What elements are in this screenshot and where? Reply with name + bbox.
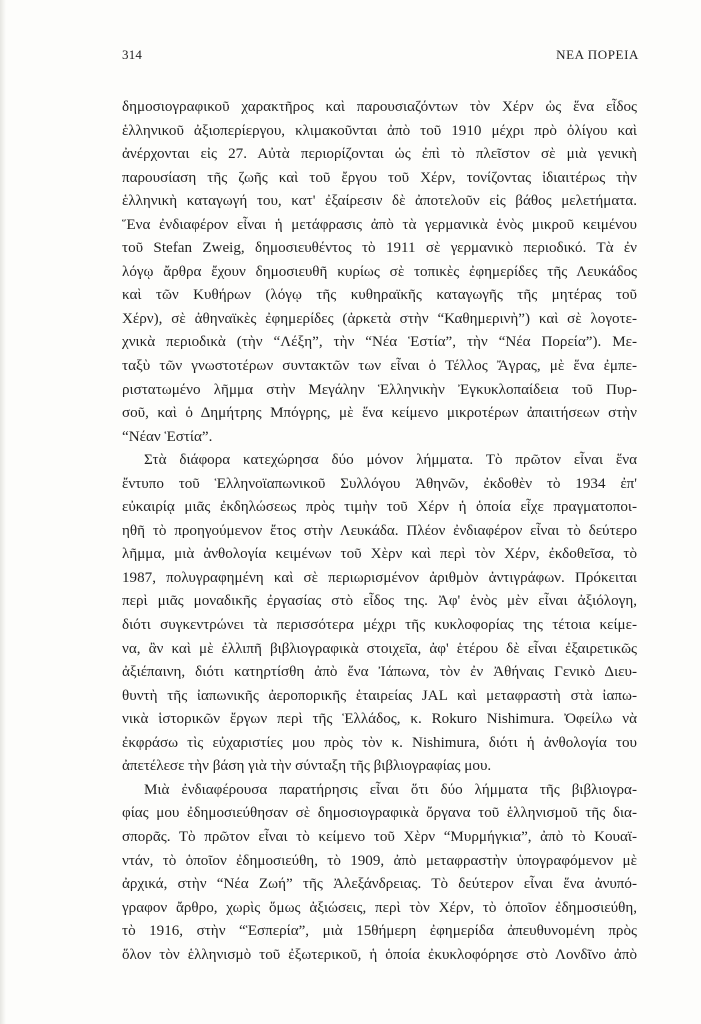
text-line: διότι συγκεντρώνει τὰ περισσότερα μέχρι τῆς κυκλοφορίας της τέτοια κείμε-	[122, 617, 637, 634]
text-line: γραφον ἄρθρο, χωρὶς ὅμως ἀξιώσεις, περὶ τὸν Χέρν, τὸ ὁποῖον ἐδημοσιεύθη,	[122, 899, 637, 916]
text-line: ἐκφράσω τὶς εὐχαριστίες μου πρὸς τὸν κ. Nishimura, διότι ἡ ἀνθολογία του	[122, 734, 637, 751]
text-line: ἑλληνικοῦ ἀξιοπερίεργου, κλιμακοῦνται ἀπὸ τοῦ 1910 μέχρι πρὸ ὀλίγου καὶ	[122, 122, 637, 139]
text-line: ἔντυπο τοῦ Ἑλληνοϊαπωνικοῦ Συλλόγου Ἀθηνῶν, ἐκδοθὲν τὸ 1934 ἐπ'	[122, 475, 637, 492]
text-line: ἑλληνικὴ καταγωγή του, κατ' ἐξαίρεσιν δὲ ἀποτελοῦν εἰς βάθος μελετήματα.	[122, 193, 637, 210]
text-line: δημοσιογραφικοῦ χαρακτῆρος καὶ παρουσιαζόντων τὸν Χέρν ὡς ἕνα εἶδος	[122, 99, 637, 115]
paragraph-3	[122, 779, 637, 967]
text-line: ἀπετέλεσε τὴν βάση γιὰ τὴν σύνταξη τῆς βιβλιογραφίας μου.	[122, 758, 492, 775]
text-line: σοῦ, καὶ ὁ Δημήτρης Μπόγρης, μὲ ἕνα κείμενο μικροτέρων ἀπαιτήσεων στὴν	[122, 405, 637, 422]
text-line: εὐκαιρίᾳ μιᾶς ἐκδηλώσεως πρὸς τιμὴν τοῦ Χέρν ἡ ὁποία εἶχε πραγματοποι-	[122, 499, 637, 516]
text-line: τὸ 1916, στὴν “Ἑσπερία”, μιὰ 15θήμερη ἐφημερίδα ἀπευθυνομένη πρὸς	[122, 923, 637, 940]
text-line: παρουσίαση τῆς ζωῆς καὶ τοῦ ἔργου τοῦ Χέρν, τονίζοντας ἰδιαιτέρως τὴν	[122, 169, 637, 186]
text-line: “Νέαν Ἑστία”.	[122, 428, 213, 445]
text-line: ἀξιέπαινη, διότι κατηρτίσθη ἀπὸ ἕνα Ἰάπωνα, τὸν ἐν Ἀθήναις Γενικὸ Διευ-	[122, 664, 637, 681]
text-line: ριστατωμένο λῆμμα στὴν Μεγάλην Ἑλληνικὴν Ἐγκυκλοπαίδεια τοῦ Πυρ-	[122, 381, 637, 398]
text-line: λῆμμα, μιὰ ἀνθολογία κειμένων τοῦ Χὲρν καὶ περὶ τὸν Χέρν, ἐκδοθεῖσα, τὸ	[122, 546, 637, 563]
text-line: να, ἂν καὶ μὲ ἐλλιπῆ βιβλιογραφικὰ στοιχεῖα, ἀφ' ἑτέρου δὲ εἶναι ἐξαιρετικῶς	[122, 640, 637, 657]
text-line: λόγῳ ἄρθρα ἔχουν δημοσιευθῆ κυρίως σὲ τοπικὲς ἐφημερίδες τῆς Λευκάδος	[122, 263, 637, 280]
text-line: ἀρχικά, στὴν “Νέα Ζωή” τῆς Ἀλεξάνδρειας. Τὸ δεύτερον εἶναι ἕνα ἀνυπό-	[122, 876, 637, 893]
page-header	[122, 47, 639, 67]
scan-edge	[0, 0, 6, 1024]
text-line: ἀνέρχονται εἰς 27. Αὐτὰ περιορίζονται ὡς ἐπὶ τὸ πλεῖστον σὲ μιὰ γενικὴ	[122, 146, 637, 163]
paragraph-2	[122, 449, 637, 779]
text-line: ντάν, τὸ ὁποῖον ἐδημοσιεύθη, τὸ 1909, ἀπὸ μεταφραστὴν ὑπογραφόμενον μὲ	[122, 852, 637, 869]
text-line: περὶ μιᾶς μοναδικῆς ἐργασίας στὸ εἶδος της. Ἀφ' ἑνὸς μὲν εἶναι ἀξιόλογη,	[122, 593, 637, 610]
text-line: Στὰ διάφορα κατεχώρησα δύο μόνον λήμματα. Τὸ πρῶτον εἶναι ἕνα	[144, 452, 637, 469]
body-text	[122, 96, 637, 967]
text-line: Χέρν), σὲ ἀθηναϊκὲς ἐφημερίδες (ἀρκετὰ στὴν “Καθημερινὴ”) καὶ σὲ λογοτε-	[122, 310, 637, 327]
text-line: ταξὺ τῶν γνωστοτέρων συντακτῶν των εἶναι ὁ Τέλλος Ἄγρας, μὲ ἕνα ἐμπε-	[122, 358, 637, 375]
text-line: Μιὰ ἐνδιαφέρουσα παρατήρησις εἶναι ὅτι δύο λήμματα τῆς βιβλιογρα-	[144, 781, 637, 798]
paragraph-1	[122, 96, 637, 449]
text-line: ηθῆ τὸ προηγούμενον ἔτος στὴν Λευκάδα. Πλέον ἐνδιαφέρον εἶναι τὸ δεύτερο	[122, 522, 637, 539]
text-line: Ἕνα ἐνδιαφέρον εἶναι ἡ μετάφρασις ἀπὸ τὰ γερμανικὰ ἑνὸς μικροῦ κειμένου	[122, 216, 637, 233]
running-head: ΝΕΑ ΠΟΡΕΙΑ	[556, 47, 639, 62]
text-line: καὶ τῶν Κυθήρων (λόγῳ τῆς κυθηραϊκῆς καταγωγῆς τῆς μητέρας τοῦ	[122, 287, 637, 304]
text-line: θυντὴ τῆς ἰαπωνικῆς ἀεροπορικῆς ἑταιρείας JAL καὶ μεταφραστὴ στὰ ἰαπω-	[122, 687, 637, 704]
text-line: ὅλον τὸν ἑλληνισμὸ τοῦ ἐξωτερικοῦ, ἡ ὁποία ἐκυκλοφόρησε στὸ Λονδῖνο ἀπὸ	[122, 946, 637, 963]
text-line: φίας μου ἐδημοσιεύθησαν σὲ δημοσιογραφικὰ ὄργανα τοῦ ἑλληνισμοῦ τῆς δια-	[122, 805, 637, 822]
text-line: σπορᾶς. Τὸ πρῶτον εἶναι τὸ κείμενο τοῦ Χὲρν “Μυρμήγκια”, ἀπὸ τὸ Κουαϊ-	[122, 828, 637, 845]
page-number: 314	[122, 47, 143, 62]
text-line: νικὰ ἱστορικῶν ἔργων περὶ τῆς Ἑλλάδος, κ. Rokuro Nishimura. Ὀφείλω νὰ	[122, 711, 637, 728]
text-line: χνικὰ περιοδικὰ (τὴν “Λέξη”, τὴν “Νέα Ἑστία”, τὴν “Νέα Πορεία”). Με-	[122, 334, 637, 351]
text-line: τοῦ Stefan Zweig, δημοσιευθέντος τὸ 1911 σὲ γερμανικὸ περιοδικό. Τὰ ἐν	[122, 240, 637, 257]
text-line: 1987, πολυγραφημένη καὶ σὲ περιωρισμένον ἀριθμὸν ἀντιγράφων. Πρόκειται	[122, 569, 637, 586]
